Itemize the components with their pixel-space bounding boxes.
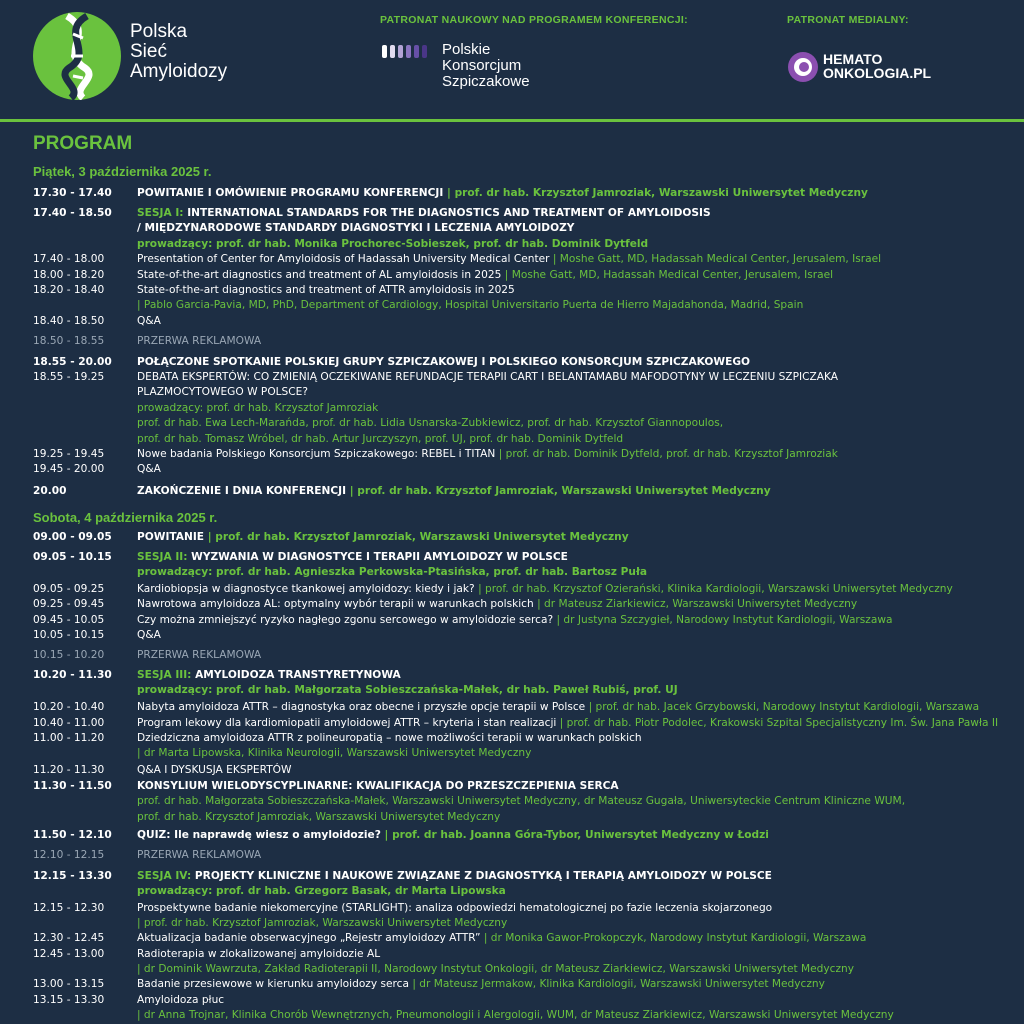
- schedule-content: [137, 447, 838, 462]
- pks-logo-bars-icon: [382, 45, 427, 58]
- schedule-line: [137, 385, 838, 400]
- schedule-text: Q&A: [137, 463, 161, 475]
- schedule-text: | Moshe Gatt, MD,: [552, 253, 652, 265]
- schedule-line: [137, 746, 642, 761]
- schedule-time: 12.10 - 12.15: [33, 849, 105, 861]
- schedule-content: [137, 484, 771, 499]
- schedule-line: [137, 916, 772, 931]
- schedule-line: [137, 530, 629, 545]
- schedule-content: [137, 668, 678, 699]
- schedule-text: Warszawski Uniwersytet Medyczny: [322, 917, 508, 930]
- schedule-content: [137, 628, 161, 643]
- schedule-time: 12.30 - 12.45: [33, 932, 105, 944]
- schedule-time: 09.45 - 10.05: [33, 614, 105, 626]
- schedule-time: 10.15 - 10.20: [33, 649, 105, 661]
- schedule-text: Hadassah Medical Center, Jerusalem, Israel: [651, 253, 882, 265]
- schedule-content: [137, 186, 868, 201]
- schedule-text: SESJA IV:: [137, 870, 195, 882]
- schedule-text: | prof. dr hab. Krzysztof Jamroziak,: [443, 187, 659, 199]
- pks-line: Polskie: [442, 41, 491, 58]
- schedule-content: [137, 283, 803, 314]
- schedule-text: | dr Mateusz Ziarkiewicz,: [537, 598, 673, 610]
- schedule-text: | Moshe Gatt, MD,: [504, 269, 604, 281]
- schedule-time: 10.20 - 10.40: [33, 701, 105, 713]
- schedule-text: Warszawski Uniwersytet Medyczny: [315, 810, 501, 823]
- schedule-text: PRZERWA REKLAMOWA: [137, 335, 262, 347]
- schedule-time: 17.30 - 17.40: [33, 187, 112, 199]
- schedule-text: prof. dr hab. Małgorzata Sobieszczańska-Małek,: [137, 795, 393, 808]
- schedule-time: 13.15 - 13.30: [33, 994, 105, 1006]
- schedule-text: prowadzący: prof. dr hab. Grzegorz Basak, dr Marta Lipowska: [137, 885, 506, 898]
- schedule-text: Narodowy Instytut Kardiologii, Warszawa: [762, 701, 980, 713]
- schedule-text: Narodowy Instytut Kardiologii, Warszawa: [676, 614, 893, 626]
- schedule-time: 10.20 - 11.30: [33, 669, 112, 681]
- schedule-line: [137, 901, 772, 916]
- schedule-text: Q&A I DYSKUSJA EKSPERTÓW: [137, 764, 292, 776]
- schedule-line: [137, 370, 838, 385]
- schedule-content: [137, 355, 750, 370]
- schedule-line: [137, 206, 711, 221]
- schedule-time: 18.50 - 18.55: [33, 335, 105, 347]
- schedule-content: [137, 370, 838, 447]
- schedule-time: 09.05 - 10.15: [33, 551, 112, 563]
- schedule-text: POWITANIE I OMÓWIENIE PROGRAMU KONFERENCJI: [137, 187, 444, 199]
- hemato-line: ONKOLOGIA.PL: [823, 65, 932, 81]
- schedule-text: PLAZMOCYTOWEGO W POLSCE?: [137, 386, 309, 399]
- schedule-text: AMYLOIDOZA TRANSTYRETYNOWA: [195, 669, 401, 681]
- schedule-line: [137, 668, 678, 683]
- schedule-line: [137, 848, 261, 863]
- schedule-text: Warszawski Uniwersytet Medyczny: [346, 747, 532, 760]
- pks-logo-text: [442, 42, 530, 90]
- schedule-text: POŁĄCZONE SPOTKANIE POLSKIEJ GRUPY SZPICZAKOWEJ I POLSKIEGO KONSORCJUM SZPICZAKOWEGO: [137, 356, 751, 368]
- header-divider: [0, 119, 1024, 122]
- schedule-line: [137, 416, 838, 431]
- schedule-line: [137, 186, 868, 201]
- schedule-line: [137, 582, 953, 597]
- schedule-text: Warszawski Uniwersytet Medyczny,: [392, 795, 584, 808]
- schedule-text: QUIZ: Ile naprawdę wiesz o amyloidozie?: [137, 829, 381, 841]
- schedule-line: [137, 794, 905, 809]
- pks-line: Szpiczakowe: [442, 73, 530, 90]
- logo-line: Amyloidozy: [130, 61, 228, 82]
- schedule-text: Presentation of Center for Amyloidosis of Hadassah University Medical Center: [137, 253, 553, 265]
- logo-line: Polska: [130, 21, 188, 42]
- schedule-text: Q&A: [137, 315, 161, 327]
- schedule-content: [137, 613, 893, 628]
- schedule-text: Uniwersyteckie Centrum Kliniczne WUM,: [690, 795, 906, 808]
- schedule-text: prowadzący: prof. dr hab. Małgorzata Sobieszczańska-Małek, dr hab. Paweł Rubiś, prof. UJ: [137, 684, 678, 697]
- schedule-text: POWITANIE: [137, 531, 205, 543]
- schedule-text: / MIĘDZYNARODOWE STANDARDY DIAGNOSTYKI I LECZENIA AMYLOIDOZY: [137, 222, 575, 235]
- schedule-line: [137, 683, 678, 698]
- schedule-line: [137, 731, 642, 746]
- schedule-time: 18.40 - 18.50: [33, 315, 105, 327]
- schedule-text: | prof. dr hab. Krzysztof Jamroziak,: [137, 917, 323, 930]
- schedule-line: [137, 401, 838, 416]
- schedule-time: 17.40 - 18.50: [33, 207, 112, 219]
- schedule-text: | prof. dr hab. Joanna Góra-Tybor,: [380, 829, 585, 841]
- schedule-text: prof. dr hab. Ewa Lech-Marańda, prof. dr hab. Lidia Usnarska-Zubkiewicz, prof. dr hab. Krzysztof Giannopoulos,: [137, 417, 724, 430]
- schedule-text: State-of-the-art diagnostics and treatment of ATTR amyloidosis in 2025: [137, 284, 515, 296]
- schedule-text: SESJA II:: [137, 551, 192, 563]
- schedule-text: | dr Mateusz Jermakow,: [412, 978, 540, 990]
- schedule-text: Klinika Kardiologii, Warszawski Uniwersytet Medyczny: [539, 978, 825, 990]
- helix-icon: [33, 12, 121, 100]
- schedule-text: | Pablo Garcia-Pavia, MD, PhD,: [137, 299, 301, 312]
- schedule-text: | dr Monika Gawor-Prokopczyk,: [483, 932, 650, 944]
- schedule-text: | prof. dr hab. Krzysztof Jamroziak,: [204, 531, 420, 543]
- schedule-line: [137, 237, 711, 252]
- schedule-line: [137, 810, 905, 825]
- schedule-text: | prof. dr hab. Dominik Dytfeld, prof. dr hab. Krzysztof Jamroziak: [498, 448, 838, 460]
- schedule-text: Radioterapia w zlokalizowanej amyloidozie AL: [137, 948, 381, 960]
- schedule-text: PROJEKTY KLINICZNE I NAUKOWE ZWIĄZANE Z DIAGNOSTYKĄ I TERAPIĄ AMYLOIDOZY W POLSCE: [194, 870, 772, 882]
- schedule-line: [137, 993, 894, 1008]
- day-heading-friday: Piątek, 3 października 2025 r.: [33, 164, 212, 179]
- schedule-time: 10.40 - 11.00: [33, 717, 105, 729]
- schedule-text: Badanie przesiewowe w kierunku amyloidozy serca: [137, 978, 413, 990]
- schedule-text: Klinika Kardiologii, Warszawski Uniwersytet Medyczny: [667, 583, 953, 595]
- schedule-content: [137, 334, 261, 349]
- schedule-content: [137, 931, 866, 946]
- schedule-text: Klinika Chorób Wewnętrznych, Pneumonologii i Alergologii,: [231, 1009, 547, 1022]
- schedule-time: 09.05 - 09.25: [33, 583, 105, 595]
- schedule-text: Krakowski Szpital Specjalistyczny Im. Św. Jana Pawła II: [710, 717, 999, 729]
- schedule-line: [137, 447, 838, 462]
- schedule-line: [137, 565, 647, 580]
- schedule-text: Amyloidoza płuc: [137, 994, 225, 1006]
- schedule-time: 11.30 - 11.50: [33, 780, 112, 792]
- schedule-text: prowadzący: prof. dr hab. Krzysztof Jamroziak: [137, 401, 379, 414]
- schedule-content: [137, 530, 629, 545]
- schedule-line: [137, 628, 161, 643]
- schedule-line: [137, 252, 881, 267]
- schedule-line: [137, 1008, 894, 1023]
- schedule-line: [137, 962, 854, 977]
- day-heading-saturday: Sobota, 4 października 2025 r.: [33, 510, 218, 525]
- schedule-line: [137, 484, 771, 499]
- schedule-time: 10.05 - 10.15: [33, 629, 105, 641]
- schedule-time: 12.15 - 13.30: [33, 870, 112, 882]
- schedule-line: [137, 700, 979, 715]
- schedule-line: [137, 648, 261, 663]
- schedule-time: 19.25 - 19.45: [33, 448, 105, 460]
- polska-siec-amyloidozy-logo: [33, 12, 121, 100]
- schedule-time: 13.00 - 13.15: [33, 978, 105, 990]
- schedule-time: 19.45 - 20.00: [33, 463, 105, 475]
- schedule-time: 09.00 - 09.05: [33, 531, 112, 543]
- schedule-text: Warszawski Uniwersytet Medyczny: [561, 485, 771, 497]
- schedule-text: Uniwersytet Medyczny w Łodzi: [585, 829, 769, 841]
- schedule-content: [137, 268, 833, 283]
- schedule-text: | dr Anna Trojnar,: [137, 1009, 232, 1022]
- schedule-text: Nowe badania Polskiego Konsorcjum Szpiczakowego: REBEL i TITAN: [137, 448, 499, 460]
- schedule-content: [137, 993, 894, 1024]
- schedule-line: [137, 828, 769, 843]
- schedule-line: [137, 779, 905, 794]
- schedule-time: 12.15 - 12.30: [33, 902, 105, 914]
- schedule-line: [137, 931, 866, 946]
- schedule-line: [137, 462, 161, 477]
- program-title: PROGRAM: [33, 133, 133, 154]
- schedule-time: 18.20 - 18.40: [33, 284, 105, 296]
- schedule-time: 17.40 - 18.00: [33, 253, 105, 265]
- header: [0, 0, 1024, 120]
- hemato-line: HEMATO: [823, 51, 883, 67]
- schedule-text: Department of Cardiology, Hospital Universitario Puerta de Hierro Majadahonda, Madrid, Spain: [300, 299, 804, 312]
- schedule-text: Warszawski Uniwersytet Medyczny: [658, 187, 868, 199]
- schedule-line: [137, 314, 161, 329]
- schedule-line: [137, 221, 711, 236]
- schedule-text: Aktualizacja badanie obserwacyjnego „Rejestr amyloidozy ATTR”: [137, 932, 484, 944]
- schedule-text: DEBATA EKSPERTÓW: CO ZMIENIĄ OCZEKIWANE REFUNDACJE TERAPII CART I BELANTAMABU MAFODOTYNY W LECZENIU SZPICZAKA: [137, 371, 838, 383]
- schedule-time: 11.00 - 11.20: [33, 732, 105, 744]
- schedule-content: [137, 252, 881, 267]
- schedule-content: [137, 848, 261, 863]
- schedule-line: [137, 947, 854, 962]
- schedule-text: Kardiobiopsja w diagnostyce tkankowej amyloidozy: kiedy i jak?: [137, 583, 479, 595]
- schedule-text: | dr Justyna Szczygieł,: [556, 614, 677, 626]
- schedule-content: [137, 550, 647, 581]
- schedule-line: [137, 550, 647, 565]
- schedule-content: [137, 462, 161, 477]
- schedule-text: | dr Marta Lipowska, Klinika Neurologii,: [137, 747, 347, 760]
- schedule-time: 11.50 - 12.10: [33, 829, 112, 841]
- schedule-text: Dziedziczna amyloidoza ATTR z polineuropatią – nowe możliwości terapii w warunkach polskich: [137, 732, 642, 744]
- pks-line: Konsorcjum: [442, 57, 522, 74]
- schedule-time: 20.00: [33, 485, 67, 497]
- schedule-text: WUM, dr Mateusz Ziarkiewicz,: [546, 1009, 709, 1022]
- hematoonkologia-logo-text: [823, 52, 931, 80]
- schedule-line: [137, 355, 750, 370]
- logo-title: [130, 22, 227, 82]
- schedule-line: [137, 869, 772, 884]
- schedule-text: Warszawski Uniwersytet Medyczny: [708, 1009, 894, 1022]
- schedule-text: State-of-the-art diagnostics and treatment of AL amyloidosis in 2025: [137, 269, 505, 281]
- schedule-content: [137, 901, 772, 932]
- schedule-text: | prof. dr hab. Krzysztof Ozierański,: [478, 583, 668, 595]
- schedule-text: Q&A: [137, 629, 161, 641]
- schedule-content: [137, 869, 772, 900]
- schedule-content: [137, 648, 261, 663]
- schedule-line: [137, 884, 772, 899]
- schedule-content: [137, 947, 854, 978]
- schedule-time: 12.45 - 13.00: [33, 948, 105, 960]
- schedule-content: [137, 206, 711, 252]
- schedule-content: [137, 731, 642, 762]
- schedule-text: | prof. dr hab. Krzysztof Jamroziak,: [346, 485, 562, 497]
- schedule-time: 11.20 - 11.30: [33, 764, 105, 776]
- schedule-line: [137, 432, 838, 447]
- schedule-text: Nawrotowa amyloidoza AL: optymalny wybór terapii w warunkach polskich: [137, 598, 538, 610]
- schedule-content: [137, 716, 998, 731]
- schedule-content: [137, 763, 292, 778]
- schedule-text: SESJA III:: [137, 669, 196, 681]
- schedule-content: [137, 597, 857, 612]
- schedule-text: | prof. dr hab. Piotr Podolec,: [559, 717, 710, 729]
- schedule-content: [137, 314, 161, 329]
- schedule-text: dr Mateusz Ziarkiewicz,: [540, 963, 670, 976]
- schedule-line: [137, 977, 825, 992]
- schedule-text: KONSYLIUM WIELODYSCYPLINARNE: KWALIFIKACJA DO PRZESZCZEPIENIA SERCA: [137, 780, 619, 792]
- schedule-text: Czy można zmniejszyć ryzyko nagłego zgonu sercowego w amyloidozie serca?: [137, 614, 557, 626]
- logo-line: Sieć: [130, 41, 167, 62]
- schedule-line: [137, 597, 857, 612]
- schedule-text: prof. dr hab. Tomasz Wróbel, dr hab. Artur Jurczyszyn, prof. UJ, prof. dr hab. Dominik Dytfeld: [137, 432, 624, 445]
- schedule-time: 18.55 - 19.25: [33, 371, 105, 383]
- schedule-text: Zakład Radioterapii II, Narodowy Instytut Onkologii,: [264, 963, 541, 976]
- schedule-text: Warszawski Uniwersytet Medyczny: [419, 531, 629, 543]
- schedule-text: INTERNATIONAL STANDARDS FOR THE DIAGNOSTICS AND TREATMENT OF AMYLOIDOSIS: [187, 207, 711, 219]
- patronat-naukowy-title: PATRONAT NAUKOWY NAD PROGRAMEM KONFERENCJI:: [380, 14, 688, 26]
- schedule-text: | dr Dominik Wawrzuta,: [137, 963, 265, 976]
- schedule-text: prowadzący: prof. dr hab. Agnieszka Perkowska-Ptasińska, prof. dr hab. Bartosz Puła: [137, 566, 648, 579]
- schedule-line: [137, 268, 833, 283]
- patronat-medialny-title: PATRONAT MEDIALNY:: [787, 14, 909, 26]
- schedule-text: Hadassah Medical Center, Jerusalem, Israel: [603, 269, 834, 281]
- schedule-text: PRZERWA REKLAMOWA: [137, 849, 262, 861]
- schedule-text: Warszawski Uniwersytet Medyczny: [672, 598, 858, 610]
- schedule-text: SESJA I:: [137, 207, 188, 219]
- schedule-text: WYZWANIA W DIAGNOSTYCE I TERAPII AMYLOIDOZY W POLSCE: [191, 551, 568, 563]
- schedule-time: 18.55 - 20.00: [33, 356, 112, 368]
- schedule-line: [137, 716, 998, 731]
- schedule-time: 18.00 - 18.20: [33, 269, 105, 281]
- schedule-line: [137, 763, 292, 778]
- schedule-text: Prospektywne badanie niekomercyjne (STARLIGHT): analiza odpowiedzi hematologicznej po fazie leczenia skojarzonego: [137, 902, 773, 914]
- schedule-text: Program lekowy dla kardiomiopatii amyloidowej ATTR – kryteria i stan realizacji: [137, 717, 560, 729]
- schedule-content: [137, 779, 905, 825]
- hematoonkologia-logo-icon: [787, 51, 819, 83]
- schedule-line: [137, 283, 803, 298]
- schedule-content: [137, 582, 953, 597]
- schedule-text: ZAKOŃCZENIE I DNIA KONFERENCJI: [137, 485, 347, 497]
- schedule-text: Nabyta amyloidoza ATTR – diagnostyka oraz obecne i przyszłe opcje terapii w Polsce: [137, 701, 589, 713]
- schedule-text: Warszawski Uniwersytet Medyczny: [669, 963, 855, 976]
- schedule-content: [137, 977, 825, 992]
- schedule-text: prof. dr hab. Krzysztof Jamroziak,: [137, 810, 316, 823]
- schedule-text: dr Mateusz Gugała,: [583, 795, 691, 808]
- schedule-line: [137, 334, 261, 349]
- schedule-line: [137, 613, 893, 628]
- schedule-content: [137, 828, 769, 843]
- schedule-line: [137, 298, 803, 313]
- schedule-time: 09.25 - 09.45: [33, 598, 105, 610]
- schedule-text: | prof. dr hab. Jacek Grzybowski,: [588, 701, 763, 713]
- schedule-text: Narodowy Instytut Kardiologii, Warszawa: [649, 932, 867, 944]
- schedule-content: [137, 700, 979, 715]
- schedule-text: prowadzący: prof. dr hab. Monika Prochorec-Sobieszek, prof. dr hab. Dominik Dytfeld: [137, 237, 649, 250]
- schedule-text: PRZERWA REKLAMOWA: [137, 649, 262, 661]
